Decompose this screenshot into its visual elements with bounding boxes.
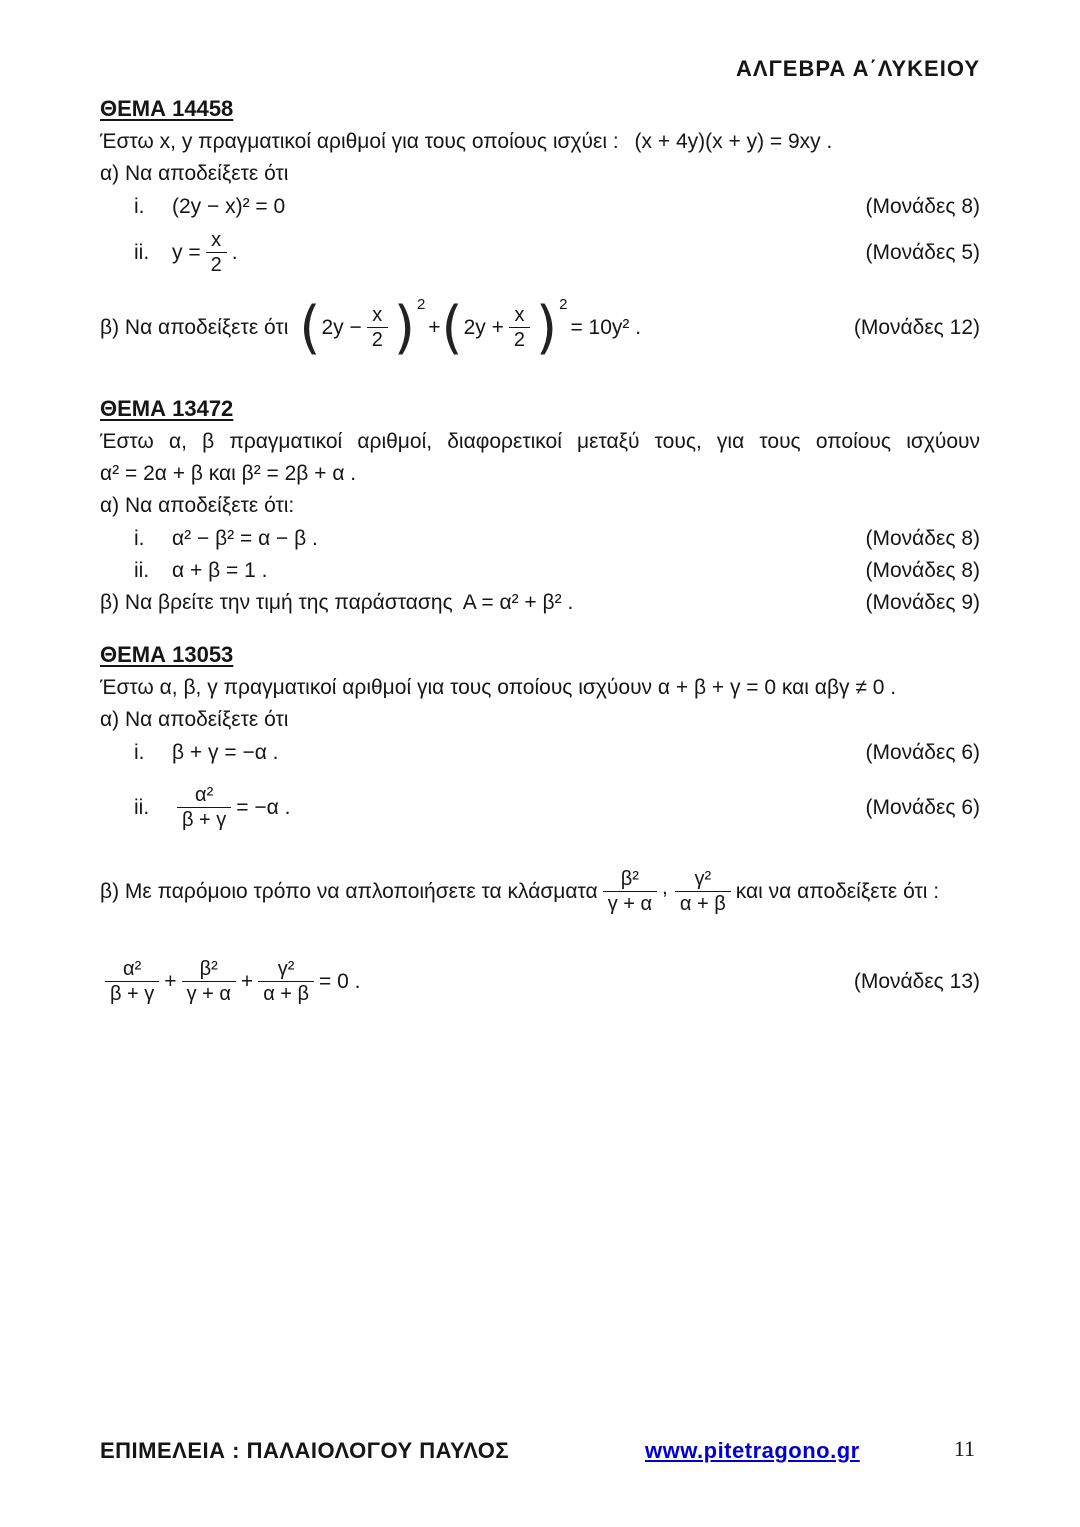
problem-title: ΘΕΜΑ 14458 — [100, 96, 234, 121]
points-badge: (Μονάδες 8) — [865, 527, 980, 550]
final-equation-row — [100, 938, 980, 1026]
item-number: ii. — [134, 796, 150, 819]
part-b-text: β) Να αποδείξετε ότι — [100, 316, 289, 339]
part-b-fractions — [598, 868, 736, 916]
fraction — [367, 304, 388, 352]
problem-13053 — [100, 642, 980, 1026]
comma-separator: , — [662, 876, 668, 899]
problem-title: ΘΕΜΑ 13472 — [100, 396, 234, 421]
item-math: β + γ = −α . — [172, 741, 279, 764]
points-badge: (Μονάδες 5) — [865, 241, 980, 264]
equation-rhs: = −α . — [236, 796, 291, 819]
problem-intro-line1: Έστω α, β πραγματικοί αριθμοί, διαφορετικοί μεταξύ τους, για τους οποίους ισχύουν — [100, 430, 980, 453]
points-badge: (Μονάδες 6) — [865, 796, 980, 819]
part-b-math: A = α² + β² . — [462, 591, 574, 614]
item-ii — [100, 224, 980, 282]
equation-rhs: = 10y² . — [570, 316, 642, 339]
problem-intro — [100, 128, 980, 156]
points-badge: (Μονάδες 6) — [865, 741, 980, 764]
item-math — [172, 784, 290, 832]
fraction-numerator: α² — [195, 784, 214, 806]
item-math: α + β = 1 . — [172, 559, 268, 582]
page-number: 11 — [953, 1436, 975, 1461]
points-badge: (Μονάδες 9) — [865, 591, 980, 614]
website-link[interactable]: www.pitetragono.gr — [645, 1438, 860, 1463]
fraction — [105, 958, 159, 1006]
points-badge: (Μονάδες 8) — [865, 559, 980, 582]
item-number: i. — [134, 527, 145, 550]
fraction-denominator: α + β — [258, 981, 314, 1006]
problem-13472 — [100, 396, 980, 618]
page-footer — [100, 1438, 980, 1478]
part-a-label: α) Να αποδείξετε ότι — [100, 708, 289, 731]
part-b-row — [100, 848, 980, 936]
fraction — [206, 229, 227, 277]
part-b-expression: ( 2y − $\frac{x}{2}$ ) 2 + ( 2y + $\frac{x}{2}$ ) 2 = 10y² . — [299, 294, 642, 361]
fraction-denominator: α + β — [675, 891, 731, 916]
points-badge: (Μονάδες 13) — [853, 970, 980, 993]
course-header: ΑΛΓΕΒΡΑ Α΄ΛΥΚΕΙΟΥ — [736, 56, 980, 81]
fraction-denominator: γ + α — [603, 891, 657, 916]
fraction — [177, 784, 231, 832]
part-b-row — [100, 588, 980, 618]
points-badge: (Μονάδες 12) — [853, 316, 980, 339]
fraction — [603, 868, 657, 916]
points-badge: (Μονάδες 8) — [865, 195, 980, 218]
fraction-denominator: 2 — [206, 252, 227, 277]
item-i — [100, 738, 980, 768]
item-number: i. — [134, 741, 145, 764]
part-b-row — [100, 284, 980, 372]
item-math: (2y − x)² = 0 — [172, 195, 286, 218]
intro-math: (x + 4y)(x + y) = 9xy . — [634, 130, 833, 153]
math-lead: y = — [172, 241, 201, 264]
page-content — [100, 56, 980, 1050]
fraction — [258, 958, 314, 1006]
part-a-label: α) Να αποδείξετε ότι — [100, 162, 289, 185]
term2-lead: 2y + — [463, 316, 504, 339]
part-b-text: β) Με παρόμοιο τρόπο να απλοποιήσετε τα κλάσματα — [100, 880, 598, 903]
fraction-numerator: β² — [620, 868, 639, 890]
problem-title: ΘΕΜΑ 13053 — [100, 642, 234, 667]
intro-text: Έστω x, y πραγματικοί αριθμοί για τους οποίους ισχύει : — [100, 130, 619, 153]
item-ii — [100, 556, 980, 586]
plus-operator: + — [428, 316, 441, 339]
editor-credit: ΕΠΙΜΕΛΕΙΑ : ΠΑΛΑΙΟΛΟΓΟΥ ΠΑΥΛΟΣ — [100, 1438, 510, 1463]
plus-operator: + — [164, 970, 177, 993]
fraction-numerator: x — [514, 304, 525, 326]
term1-lead: 2y − — [321, 316, 362, 339]
item-i — [100, 524, 980, 554]
problem-intro-line2: α² = 2α + β και β² = 2β + α . — [100, 462, 357, 485]
fraction-denominator: γ + α — [182, 981, 236, 1006]
fraction-denominator: β + γ — [177, 807, 231, 832]
math-tail: . — [231, 241, 238, 264]
part-b-text: β) Να βρείτε την τιμή της παράστασης — [100, 591, 453, 614]
item-math — [172, 229, 238, 277]
item-number: ii. — [134, 559, 150, 582]
part-b-tail: και να αποδείξετε ότι : — [735, 880, 940, 903]
fraction-denominator: 2 — [367, 327, 388, 352]
item-number: i. — [134, 195, 145, 218]
item-i — [100, 192, 980, 222]
exponent: 2 — [416, 295, 426, 313]
fraction-numerator: x — [211, 229, 222, 251]
fraction — [675, 868, 731, 916]
final-equation — [100, 958, 361, 1006]
fraction — [509, 304, 530, 352]
fraction-numerator: β² — [199, 958, 218, 980]
fraction-numerator: α² — [123, 958, 142, 980]
fraction — [182, 958, 236, 1006]
problem-intro: Έστω α, β, γ πραγματικοί αριθμοί για τους οποίους ισχύουν α + β + γ = 0 και αβγ ≠ 0 . — [100, 676, 897, 699]
fraction-numerator: x — [372, 304, 383, 326]
exponent: 2 — [559, 295, 568, 313]
fraction-denominator: 2 — [509, 327, 530, 352]
plus-operator: + — [240, 970, 254, 993]
fraction-numerator: γ² — [694, 868, 712, 890]
item-ii — [100, 770, 980, 846]
problem-14458 — [100, 96, 980, 372]
equation-rhs: = 0 . — [319, 970, 361, 993]
item-math: α² − β² = α − β . — [172, 527, 318, 550]
part-a-label: α) Να αποδείξετε ότι: — [100, 494, 295, 517]
fraction-denominator: β + γ — [105, 981, 159, 1006]
item-number: ii. — [134, 241, 150, 264]
fraction-numerator: γ² — [277, 958, 295, 980]
